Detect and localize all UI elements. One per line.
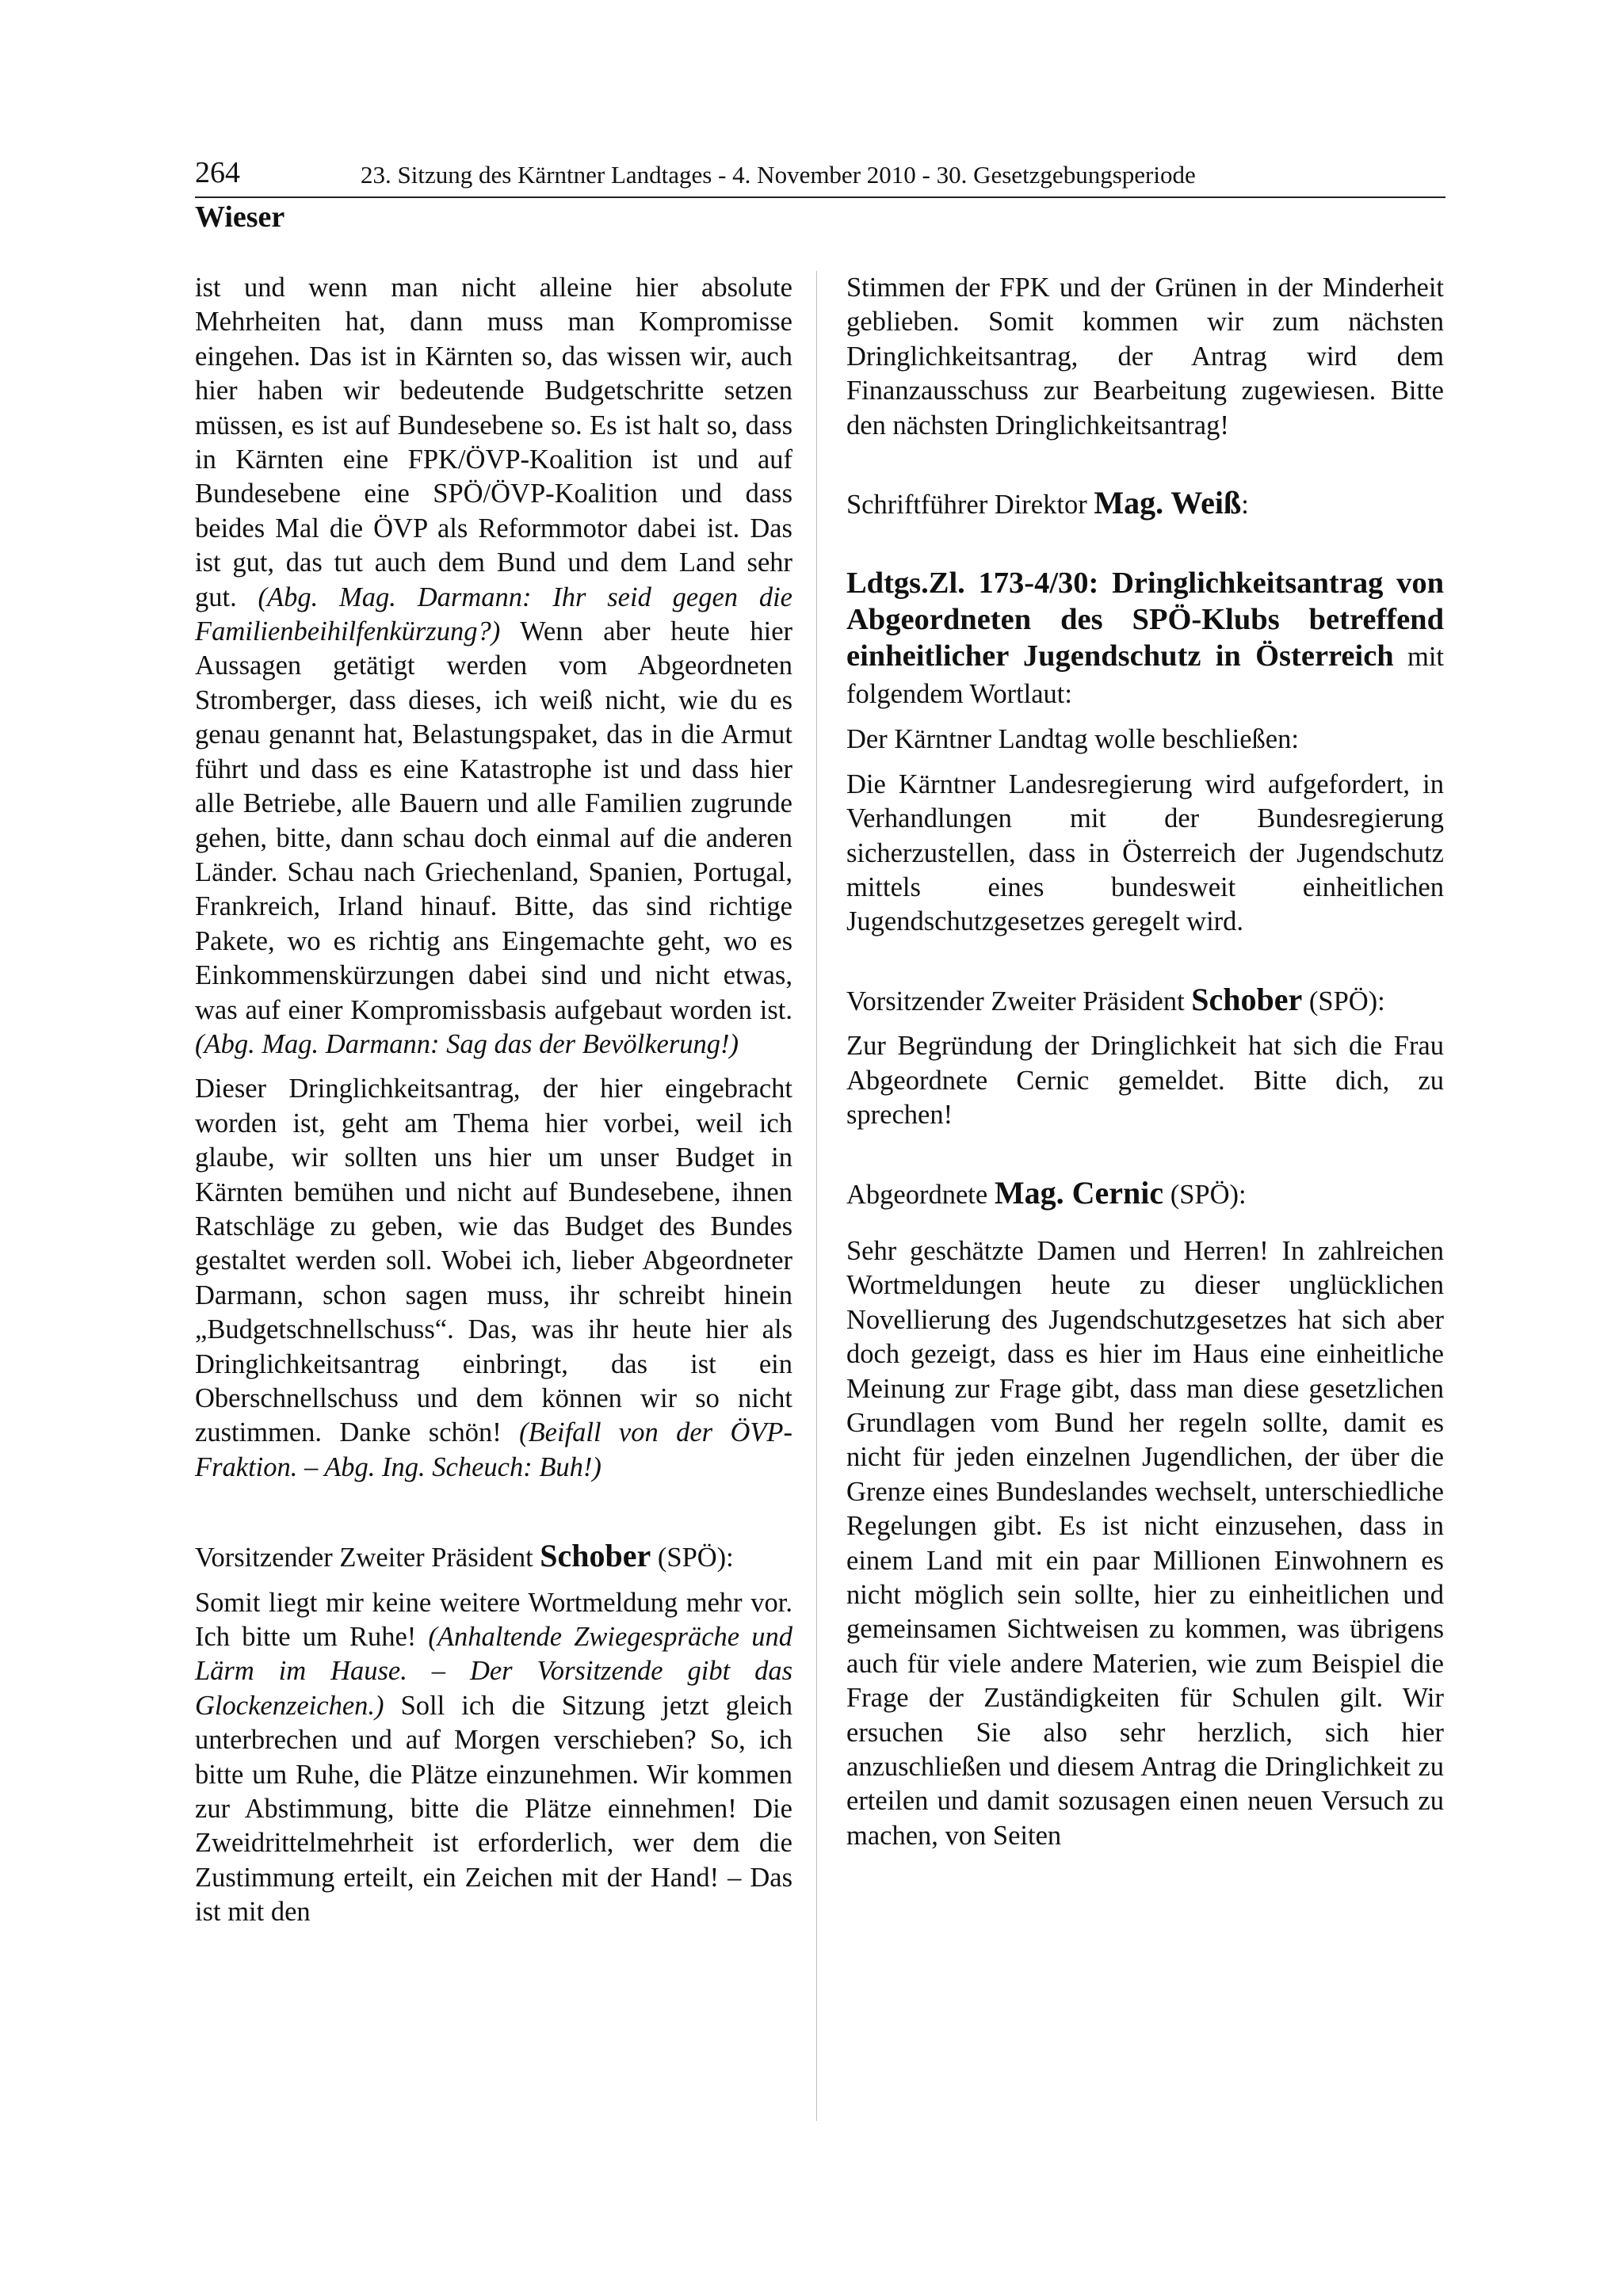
left-column bbox=[195, 271, 792, 1930]
speech-text: Somit liegt mir keine weitere Wortmeldung mehr vor. Ich bitte um Ruhe! bbox=[195, 1587, 792, 1653]
speaker-party: : bbox=[1241, 490, 1249, 521]
speaker-name: Mag. Weiß bbox=[1094, 485, 1242, 521]
speaker-party: (SPÖ): bbox=[1302, 986, 1385, 1016]
speaker-name: Schober bbox=[540, 1538, 651, 1574]
header-rule bbox=[195, 196, 1445, 198]
speaker-line bbox=[846, 982, 1444, 1019]
paragraph: Stimmen der FPK und der Grünen in der Minderheit geblieben. Somit kommen wir zum nächsten Dringlichkeitsantrag, der Antrag wird dem Finanzausschuss zur Bearbeitung zugewiesen. Bitte den nächsten Dringlichkeitsantrag! bbox=[846, 273, 1444, 441]
page-number: 264 bbox=[195, 156, 240, 189]
speech-text: Wenn aber heute hier Aussagen getätigt werden vom Abgeordneten Stromberger, dass dieses, ich weiß nicht, wie du es genau genannt hat, Belastungspaket, das in die Armut führt und dass es eine Katastrophe ist und dass hier alle Betriebe, alle Bauern und alle Familien zugrunde gehen, bitte, dann schau doch einmal auf die anderen Länder. Schau nach Griechenland, Spanien, Portugal, Frankreich, Irland hinauf. Bitte, das sind richtige Pakete, wo es richtig ans Eingemachte geht, wo es Einkommenskürzungen dabei sind und nicht etwas, was auf einer Kompromissbasis aufgebaut worden ist. bbox=[195, 616, 792, 1025]
speaker-name: Schober bbox=[1191, 981, 1303, 1017]
paragraph bbox=[195, 271, 792, 1062]
paragraph: Sehr geschätzte Damen und Herren! In zahlreichen Wortmeldungen heute zu dieser unglücklichen Novellierung des Jugendschutzgesetzes hat sich aber doch gezeigt, dass es hier im Haus eine einheitliche Meinung zur Frage gibt, dass man diese gesetzlichen Grundlagen vom Bund her regeln sollte, damit es nicht für jeden einzelnen Jugendlichen, der über die Grenze eines Bundeslandes wechselt, unterschiedliche Regelungen gibt. Es ist nicht einzusehen, dass in einem Land mit ein paar Millionen Einwohnern es nicht möglich sein sollte, hier zu einheitlichen und gemeinsamen Sichtweisen zu kommen, was übrigens auch für viele andere Materien, wie zum Beispiel die Frage der Zuständigkeiten für Schulen gilt. Wir ersuchen Sie also sehr herzlich, sich hier anzuschließen und diesem Antrag die Dringlichkeit zu erteilen und damit sozusagen einen neuen Versuch zu machen, von Seiten bbox=[846, 1235, 1444, 1851]
running-header: 23. Sitzung des Kärntner Landtages - 4. November 2010 - 30. Gesetzgebungsperiode bbox=[361, 161, 1196, 189]
speech-text: Soll ich die Sitzung jetzt gleich unterbrechen und auf Morgen verschieben? So, ich bitte um Ruhe, die Plätze einzunehmen. Wir kommen zur Abstimmung, bitte die Plätze einnehmen! Die Zweidrittelmehrheit ist erforderlich, wer dem die Zustimmung erteilt, ein Zeichen mit der Hand! – Das ist mit den bbox=[195, 1690, 792, 1928]
speaker-role: Schriftführer Direktor bbox=[846, 490, 1094, 521]
speaker-party: (SPÖ): bbox=[1163, 1179, 1247, 1210]
interjection: (Abg. Mag. Darmann: Ihr seid gegen die Familienbeihilfenkürzung?) bbox=[195, 582, 792, 647]
paragraph bbox=[195, 1586, 792, 1930]
column-divider bbox=[816, 271, 817, 2121]
interjection: (Anhaltende Zwiegespräche und Lärm im Hause. – Der Vorsitzende gibt das Glockenzeichen.) bbox=[195, 1622, 792, 1721]
paragraph: Die Kärntner Landesregierung wird aufgefordert, in Verhandlungen mit der Bundesregierung sicherzustellen, dass in Österreich der Jugendschutz mittels eines bundesweit einheitlichen Jugendschutzgesetzes geregelt wird. bbox=[846, 769, 1444, 937]
speaker-role: Vorsitzender Zweiter Präsident bbox=[846, 986, 1192, 1016]
speaker-heading: Wieser bbox=[195, 200, 285, 234]
paragraph: Zur Begründung der Dringlichkeit hat sich die Frau Abgeordnete Cernic gemeldet. Bitte dich, zu sprechen! bbox=[846, 1031, 1444, 1131]
interjection: (Abg. Mag. Darmann: Sag das der Bevölkerung!) bbox=[195, 1028, 739, 1059]
right-column bbox=[846, 271, 1444, 1853]
paragraph: Der Kärntner Landtag wolle beschließen: bbox=[846, 724, 1299, 755]
interjection: (Beifall von der ÖVP-Fraktion. – Abg. Ing. Scheuch: Buh!) bbox=[195, 1417, 792, 1482]
motion-title bbox=[846, 565, 1444, 712]
speaker-role: Vorsitzender Zweiter Präsident bbox=[195, 1543, 540, 1573]
speaker-line bbox=[846, 486, 1444, 522]
speech-text: ist und wenn man nicht alleine hier absolute Mehrheiten hat, dann muss man Kompromisse eingehen. Das ist in Kärnten so, das wissen wir, auch hier haben wir bedeutende Budgetschritte setzen müssen, es ist auf Bundesebene so. Es ist halt so, dass in Kärnten eine FPK/ÖVP-Koalition ist und auf Bundesebene eine SPÖ/ÖVP-Koalition und dass beides Mal die ÖVP als Reformmotor dabei ist. Das ist gut, das tut auch dem Bund und dem Land sehr gut. bbox=[195, 273, 792, 612]
speaker-role: Abgeordnete bbox=[846, 1179, 995, 1210]
paragraph bbox=[195, 1072, 792, 1485]
motion-title-bold: Ldtgs.Zl. 173-4/30: Dringlichkeitsantrag von Abgeordneten des SPÖ-Klubs betreffend einheitlicher Jugendschutz in Österreich bbox=[846, 566, 1444, 673]
motion-title-tail: mit folgendem Wortlaut: bbox=[846, 642, 1444, 710]
speaker-line bbox=[846, 1176, 1444, 1212]
speaker-line bbox=[195, 1539, 792, 1575]
speaker-party: (SPÖ): bbox=[651, 1543, 734, 1573]
speech-text: Dieser Dringlichkeitsantrag, der hier eingebracht worden ist, geht am Thema hier vorbei, weil ich glaube, wir sollten uns hier um unser Budget in Kärnten bemühen und nicht auf Bundesebene, ihnen Ratschläge zu geben, wie das Budget des Bundes gestaltet werden soll. Wobei ich, lieber Abgeordneter Darmann, schon sagen muss, ihr schreibt hinein „Budgetschnellschuss“. Das, was ihr heute hier als Dringlichkeitsantrag einbringt, das ist ein Oberschnellschuss und dem können wir so nicht zustimmen. Danke schön! bbox=[195, 1074, 792, 1448]
speaker-name: Mag. Cernic bbox=[994, 1174, 1164, 1211]
